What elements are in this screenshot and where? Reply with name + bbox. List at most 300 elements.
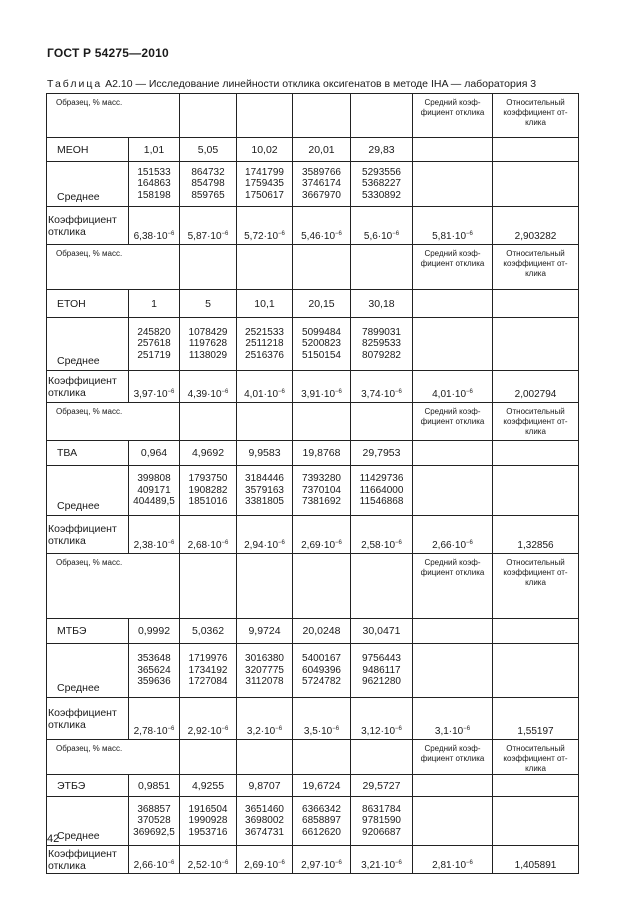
area-value: 9756443 [362, 653, 401, 665]
empty-cell [180, 740, 237, 775]
caption-text: А2.10 — Исследование линейности отклика оксигенатов в методе IHA — лаборатория 3 [102, 78, 537, 90]
coef-mantissa: 2,66·10 [133, 860, 168, 871]
area-value: 1908282 [188, 484, 228, 496]
area-cell [293, 797, 351, 846]
sample-header-row [47, 245, 579, 290]
area-value: 6612620 [302, 826, 341, 838]
area-value: 1719976 [188, 653, 228, 665]
area-cell [293, 466, 351, 516]
coef-exponent: −6 [392, 231, 400, 237]
area-value: 5293556 [362, 166, 401, 178]
empty-cell [493, 290, 579, 318]
concentration-cell: 30,18 [351, 290, 413, 318]
concentration-cell: 29,5727 [351, 775, 413, 797]
coef-exponent: −6 [221, 389, 229, 395]
empty-cell [413, 290, 493, 318]
mean-label: Среднее [47, 466, 129, 516]
coef-exponent: −6 [221, 231, 229, 237]
compound-name: ТВА [47, 441, 129, 466]
coef-mantissa: 2,58·10 [361, 540, 396, 551]
area-value: 3667970 [302, 189, 341, 201]
coef-exponent: −6 [335, 540, 342, 546]
coef-exponent: −6 [466, 389, 473, 395]
coef-mantissa: 3,91·10 [301, 389, 336, 400]
area-value: 3579163 [245, 484, 284, 496]
area-value: 8631784 [362, 803, 401, 815]
sample-header-row [47, 403, 579, 441]
sample-header-row [47, 740, 579, 775]
area-cell [293, 318, 351, 371]
avg-coef-value [413, 846, 493, 874]
coef-mantissa: 3,74·10 [361, 389, 396, 400]
rel-coef-value: 1,405891 [493, 846, 579, 874]
coef-exponent: −6 [167, 389, 175, 395]
concentration-cell: 9,9724 [237, 619, 293, 644]
coef-label-line1: Коэффициент [48, 522, 117, 535]
area-row [47, 797, 579, 846]
coef-exponent: −6 [275, 726, 283, 732]
avg-coef-value [413, 371, 493, 403]
coef-label [47, 846, 129, 874]
area-cell [129, 797, 180, 846]
area-value: 158198 [137, 189, 171, 201]
coef-cell [351, 698, 413, 740]
avg-coef-label: Средний коэф-фициент отклика [413, 554, 493, 619]
concentration-cell: 4,9692 [180, 441, 237, 466]
coef-cell [351, 371, 413, 403]
table-caption [47, 78, 536, 90]
area-value: 1750617 [245, 189, 284, 201]
area-cell [237, 162, 293, 207]
concentration-cell: 29,7953 [351, 441, 413, 466]
rel-coef-label: Относительный коэффициент от-клика [493, 94, 579, 138]
rel-coef-label: Относительный коэффициент от-клика [493, 740, 579, 775]
area-cell [293, 644, 351, 698]
sample-label: Образец, % масс. [47, 554, 180, 619]
coef-mantissa: 2,97·10 [301, 860, 336, 871]
sample-label: Образец, % масс. [47, 94, 180, 138]
area-value: 359636 [137, 676, 171, 688]
area-cell [237, 644, 293, 698]
area-value: 1851016 [188, 496, 228, 508]
rel-coef-label: Относительный коэффициент от-клика [493, 554, 579, 619]
area-value: 9206687 [362, 826, 401, 838]
empty-cell [237, 245, 293, 290]
area-value: 11429736 [359, 473, 404, 485]
area-value: 164863 [137, 178, 171, 190]
coef-exponent: −6 [278, 389, 285, 395]
coef-mantissa: 4,01·10 [244, 389, 279, 400]
compound-name: МЕОН [47, 138, 129, 162]
page-number: 42 [47, 833, 60, 845]
coef-exponent: −6 [221, 540, 229, 546]
area-row [47, 162, 579, 207]
avg-coef-value [413, 516, 493, 554]
area-value: 6049396 [302, 664, 341, 676]
concentration-row [47, 775, 579, 797]
area-cell [351, 797, 413, 846]
concentration-cell: 5,0362 [180, 619, 237, 644]
concentration-cell: 10,1 [237, 290, 293, 318]
concentration-cell: 0,964 [129, 441, 180, 466]
coef-mantissa: 5,72·10 [244, 231, 279, 242]
empty-cell [413, 138, 493, 162]
concentration-row [47, 441, 579, 466]
area-value: 7381692 [302, 496, 341, 508]
concentration-row [47, 619, 579, 644]
coef-exponent: −6 [463, 726, 471, 732]
coef-label [47, 698, 129, 740]
coef-cell [180, 516, 237, 554]
area-value: 1953716 [188, 826, 228, 838]
area-value: 1078429 [188, 326, 228, 338]
area-value: 1990928 [188, 815, 228, 827]
coef-exponent: −6 [167, 726, 175, 732]
empty-cell [351, 403, 413, 441]
area-value: 3589766 [302, 166, 341, 178]
area-value: 368857 [137, 803, 171, 815]
coef-mantissa: 2,94·10 [244, 540, 279, 551]
rel-coef-value: 1,32856 [493, 516, 579, 554]
coef-exponent: −6 [466, 860, 473, 866]
coef-label-line1: Коэффициент [48, 706, 117, 719]
empty-cell [413, 466, 493, 516]
coef-mantissa: 4,01·10 [432, 389, 467, 400]
area-value: 257618 [137, 338, 171, 350]
concentration-cell: 5 [180, 290, 237, 318]
coef-mantissa: 4,39·10 [187, 389, 222, 400]
area-value: 3016380 [245, 653, 284, 665]
coef-exponent: −6 [278, 540, 285, 546]
area-cell [180, 644, 237, 698]
avg-coef-label: Средний коэф-фициент отклика [413, 94, 493, 138]
coef-label-line1: Коэффициент [48, 374, 117, 387]
area-value: 365624 [137, 664, 171, 676]
coef-exponent: −6 [167, 860, 175, 866]
coef-label [47, 371, 129, 403]
concentration-row [47, 138, 579, 162]
coef-mantissa: 2,69·10 [301, 540, 336, 551]
empty-cell [493, 162, 579, 207]
empty-cell [493, 644, 579, 698]
empty-cell [413, 318, 493, 371]
coef-exponent: −6 [395, 540, 402, 546]
concentration-cell: 20,0248 [293, 619, 351, 644]
area-value: 859765 [191, 189, 225, 201]
coef-row [47, 698, 579, 740]
empty-cell [351, 94, 413, 138]
concentration-cell: 5,05 [180, 138, 237, 162]
coef-cell [293, 516, 351, 554]
coef-mantissa: 3,1·10 [434, 726, 464, 737]
coef-mantissa: 2,66·10 [432, 540, 467, 551]
area-value: 245820 [137, 326, 171, 338]
coef-mantissa: 2,52·10 [187, 860, 222, 871]
coef-cell [129, 698, 180, 740]
area-value: 9781590 [362, 815, 401, 827]
rel-coef-value: 1,55197 [493, 698, 579, 740]
empty-cell [293, 94, 351, 138]
coef-mantissa: 3,21·10 [361, 860, 396, 871]
coef-mantissa: 2,69·10 [244, 860, 279, 871]
area-value: 409171 [137, 484, 171, 496]
coef-row [47, 371, 579, 403]
area-value: 370528 [137, 815, 171, 827]
concentration-cell: 0,9851 [129, 775, 180, 797]
area-value: 151533 [137, 166, 171, 178]
coef-cell [129, 207, 180, 245]
concentration-cell: 9,9583 [237, 441, 293, 466]
coef-row [47, 207, 579, 245]
coef-exponent: −6 [466, 231, 473, 237]
area-value: 1734192 [188, 664, 228, 676]
area-value: 9486117 [362, 664, 401, 676]
area-value: 3674731 [245, 826, 284, 838]
sample-label: Образец, % масс. [47, 740, 180, 775]
coef-cell [293, 846, 351, 874]
coef-cell [129, 371, 180, 403]
area-value: 2516376 [245, 349, 284, 361]
area-value: 7899031 [362, 326, 401, 338]
area-cell [351, 318, 413, 371]
area-value: 5400167 [302, 653, 341, 665]
coef-label [47, 207, 129, 245]
mean-label: Среднее [47, 162, 129, 207]
coef-mantissa: 3,5·10 [303, 726, 333, 737]
area-value: 854798 [191, 178, 225, 190]
coef-cell [351, 207, 413, 245]
coef-label-line1: Коэффициент [48, 847, 117, 860]
compound-name: ЭТБЭ [47, 775, 129, 797]
area-value: 11664000 [359, 484, 404, 496]
concentration-cell: 10,02 [237, 138, 293, 162]
area-cell [129, 644, 180, 698]
area-value: 369692,5 [133, 826, 175, 838]
area-value: 6366342 [302, 803, 341, 815]
coef-cell [237, 207, 293, 245]
empty-cell [237, 94, 293, 138]
area-value: 5200823 [302, 338, 341, 350]
empty-cell [351, 554, 413, 619]
area-value: 8079282 [362, 349, 401, 361]
area-value: 251719 [137, 349, 171, 361]
concentration-cell: 9,8707 [237, 775, 293, 797]
area-cell [237, 318, 293, 371]
empty-cell [493, 619, 579, 644]
concentration-cell: 1,01 [129, 138, 180, 162]
coef-row [47, 516, 579, 554]
area-value: 1916504 [188, 803, 228, 815]
area-value: 2511218 [245, 338, 284, 350]
coef-exponent: −6 [278, 231, 285, 237]
empty-cell [351, 740, 413, 775]
concentration-cell: 20,15 [293, 290, 351, 318]
coef-mantissa: 2,68·10 [187, 540, 222, 551]
area-value: 6858897 [302, 815, 341, 827]
mean-label: Среднее [47, 644, 129, 698]
coef-exponent: −6 [221, 726, 229, 732]
sample-label: Образец, % масс. [47, 245, 180, 290]
coef-mantissa: 2,78·10 [133, 726, 168, 737]
coef-mantissa: 5,81·10 [432, 231, 467, 242]
empty-cell [237, 554, 293, 619]
coef-cell [237, 846, 293, 874]
area-row [47, 318, 579, 371]
coef-label-line2: отклика [48, 534, 86, 547]
coef-mantissa: 2,92·10 [187, 726, 222, 737]
coef-label-line2: отклика [48, 386, 86, 399]
empty-cell [351, 245, 413, 290]
sample-header-row [47, 94, 579, 138]
avg-coef-label: Средний коэф-фициент отклика [413, 245, 493, 290]
compound-name: ЕТОН [47, 290, 129, 318]
coef-exponent: −6 [167, 231, 175, 237]
area-value: 1759435 [245, 178, 284, 190]
coef-cell [237, 516, 293, 554]
area-cell [237, 466, 293, 516]
coef-mantissa: 3,12·10 [361, 726, 396, 737]
empty-cell [180, 245, 237, 290]
avg-coef-label: Средний коэф-фициент отклика [413, 740, 493, 775]
empty-cell [413, 644, 493, 698]
coef-label [47, 516, 129, 554]
coef-mantissa: 2,81·10 [432, 860, 467, 871]
area-cell [180, 162, 237, 207]
coef-exponent: −6 [335, 860, 342, 866]
caption-prefix: Таблица [47, 78, 103, 90]
coef-cell [180, 207, 237, 245]
area-value: 3651460 [245, 803, 284, 815]
coef-exponent: −6 [332, 726, 340, 732]
coef-mantissa: 3,2·10 [246, 726, 276, 737]
concentration-row [47, 290, 579, 318]
coef-mantissa: 5,6·10 [363, 231, 393, 242]
empty-cell [293, 403, 351, 441]
empty-cell [293, 740, 351, 775]
area-value: 3207775 [245, 664, 284, 676]
coef-cell [129, 516, 180, 554]
area-value: 3698002 [245, 815, 284, 827]
coef-cell [237, 698, 293, 740]
rel-coef-value: 2,903282 [493, 207, 579, 245]
sample-header-row [47, 554, 579, 619]
compound-name: МТБЭ [47, 619, 129, 644]
area-value: 399808 [137, 473, 171, 485]
coef-exponent: −6 [466, 540, 473, 546]
area-value: 7370104 [302, 484, 341, 496]
coef-exponent: −6 [167, 540, 175, 546]
sample-label: Образец, % масс. [47, 403, 180, 441]
area-value: 5724782 [302, 676, 341, 688]
avg-coef-label: Средний коэф-фициент отклика [413, 403, 493, 441]
area-cell [129, 318, 180, 371]
coef-cell [180, 371, 237, 403]
concentration-cell: 29,83 [351, 138, 413, 162]
area-cell [129, 466, 180, 516]
document-header: ГОСТ Р 54275—2010 [47, 46, 169, 60]
area-cell [180, 466, 237, 516]
coef-exponent: −6 [335, 389, 342, 395]
concentration-cell: 4,9255 [180, 775, 237, 797]
area-cell [237, 797, 293, 846]
empty-cell [180, 94, 237, 138]
coef-cell [293, 698, 351, 740]
coef-exponent: −6 [335, 231, 342, 237]
rel-coef-label: Относительный коэффициент от-клика [493, 245, 579, 290]
area-cell [351, 162, 413, 207]
coef-mantissa: 3,97·10 [133, 389, 168, 400]
coef-cell [351, 846, 413, 874]
area-value: 353648 [137, 653, 171, 665]
empty-cell [413, 441, 493, 466]
area-value: 1138029 [188, 349, 228, 361]
coef-mantissa: 5,87·10 [187, 231, 222, 242]
concentration-cell: 20,01 [293, 138, 351, 162]
rel-coef-value: 2,002794 [493, 371, 579, 403]
coef-cell [351, 516, 413, 554]
coef-exponent: −6 [395, 726, 402, 732]
area-cell [180, 318, 237, 371]
coef-label-line2: отклика [48, 859, 86, 872]
concentration-cell: 30,0471 [351, 619, 413, 644]
empty-cell [413, 797, 493, 846]
empty-cell [493, 138, 579, 162]
area-value: 11546868 [359, 496, 404, 508]
avg-coef-value [413, 698, 493, 740]
empty-cell [493, 797, 579, 846]
empty-cell [237, 403, 293, 441]
area-value: 5150154 [302, 349, 341, 361]
coef-label-line2: отклика [48, 225, 86, 238]
empty-cell [413, 775, 493, 797]
rel-coef-label: Относительный коэффициент от-клика [493, 403, 579, 441]
avg-coef-value [413, 207, 493, 245]
coef-cell [293, 207, 351, 245]
area-value: 3746174 [302, 178, 341, 190]
coef-cell [180, 846, 237, 874]
concentration-cell: 19,6724 [293, 775, 351, 797]
concentration-cell: 19,8768 [293, 441, 351, 466]
area-value: 3112078 [245, 676, 284, 688]
area-value: 864732 [191, 166, 225, 178]
coef-exponent: −6 [395, 389, 402, 395]
area-value: 404489,5 [133, 496, 175, 508]
linearity-table [46, 93, 579, 874]
mean-label: Среднее [47, 318, 129, 371]
area-value: 5330892 [362, 189, 401, 201]
area-cell [351, 644, 413, 698]
area-value: 3184446 [245, 473, 284, 485]
area-value: 9621280 [362, 676, 401, 688]
coef-cell [180, 698, 237, 740]
empty-cell [237, 740, 293, 775]
coef-label-line1: Коэффициент [48, 213, 117, 226]
coef-exponent: −6 [221, 860, 229, 866]
empty-cell [413, 619, 493, 644]
area-value: 1727084 [188, 676, 228, 688]
area-value: 2521533 [245, 326, 284, 338]
coef-mantissa: 5,46·10 [301, 231, 336, 242]
empty-cell [180, 554, 237, 619]
concentration-cell: 0,9992 [129, 619, 180, 644]
coef-exponent: −6 [278, 860, 285, 866]
coef-cell [237, 371, 293, 403]
coef-cell [293, 371, 351, 403]
area-value: 5099484 [302, 326, 341, 338]
empty-cell [493, 466, 579, 516]
area-cell [351, 466, 413, 516]
concentration-cell: 1 [129, 290, 180, 318]
